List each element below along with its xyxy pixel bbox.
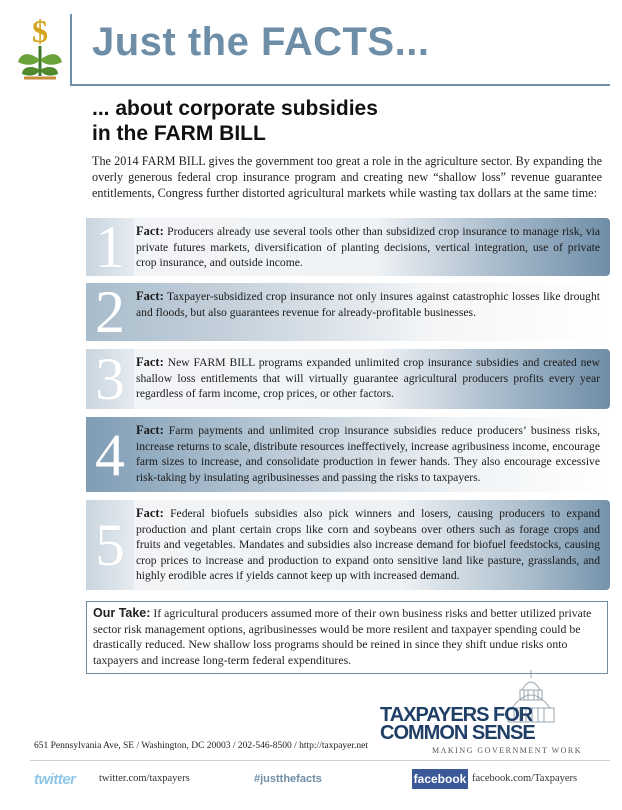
fact-block-1 [86,214,610,280]
our-take-label: Our Take: [93,606,151,620]
header-vertical-divider [70,14,72,86]
dollar-plant-logo-icon [14,14,66,84]
our-take-text: If agricultural producers assumed more of their own business risks and better utilized private sector risk management options, agribusinesses would be more resilent and taxpayer spending could be drastically reduced. New shallow loss programs should be reined in since they shift undue risks onto taxpayers and increase long-term federal expenditures. [93,606,592,667]
fact-text [136,355,600,402]
fact-text [136,224,600,271]
fact-body: New FARM BILL programs expanded unlimited crop insurance subsidies and created new shallow loss entitlements that will virtually guarantee agricultural producers profits every year regardless of farm income, crop prices, or other factors. [136,356,600,401]
fact-block-2 [86,279,610,345]
fact-text [136,289,600,320]
fact-number: 3 [86,349,134,409]
svg-text:$: $ [32,14,48,49]
subtitle-line-2: in the FARM BILL [92,122,266,145]
fact-block-3 [86,346,610,412]
fact-label: Fact: [136,506,164,520]
page-subtitle [92,96,378,146]
fact-body: Taxpayer-subsidized crop insurance not only insures against catastrophic losses like drought and floods, but also guarantees revenue for already-profitable businesses. [136,290,600,319]
fact-number: 5 [86,500,134,590]
our-take-box [86,601,608,674]
page-title: Just the FACTS... [92,20,430,64]
org-tagline: MAKING GOVERNMENT WORK [432,746,583,755]
fact-body: Producers already use several tools other than subsidized crop insurance to manage risk, via private futures markets, diversification of planting decisions, vertical integration, use of private crop insurance, and outside income. [136,225,600,270]
org-name-line-1: TAXPAYERS FOR [380,704,533,726]
hashtag: #justthefacts [254,773,322,785]
org-name-line-2: COMMON SENSE [380,722,535,744]
facebook-icon[interactable]: facebook [412,769,468,789]
twitter-link[interactable]: twitter.com/taxpayers [99,773,190,784]
fact-text [136,506,600,584]
fact-text [136,423,600,485]
org-address: 651 Pennsylvania Ave, SE / Washington, DC 20003 / 202-546-8500 / http://taxpayer.net [34,741,368,751]
fact-body: Farm payments and unlimited crop insurance subsidies reduce producers’ business risks, increase returns to scale, distribute resources ineffectively, increase agribusiness income, encourage farm sizes to increase, and consolidate production in fewer hands. They also encourage excessive risk-taking by insulating agribusinesses and passing the risks to taxpayers. [136,424,600,484]
facebook-link[interactable]: facebook.com/Taxpayers [472,773,578,784]
footer-divider [30,760,610,761]
fact-number: 2 [95,279,125,345]
header-horizontal-divider [70,84,610,86]
fact-label: Fact: [136,423,164,437]
fact-block-4 [86,417,610,492]
fact-label: Fact: [136,355,164,369]
taxpayers-for-common-sense-logo [380,668,606,760]
fact-body: Federal biofuels subsidies also pick winners and losers, causing producers to expand production and plant certain crops like corn and soybeans over others such as forage crops and fruits and vegetables. Mandates and subsidies also increase demand for biofuel feedstocks, causing crop prices to increase and production to expand onto sensitive land like pasture, grasslands, and highly erodible acres if yields cannot keep up with increased demand. [136,507,600,583]
twitter-icon[interactable]: twitter [34,771,76,788]
fact-label: Fact: [136,224,164,238]
fact-block-5 [86,500,610,590]
fact-label: Fact: [136,289,164,303]
fact-number: 4 [95,421,125,488]
subtitle-line-1: ... about corporate subsidies [92,97,378,120]
fact-number: 1 [86,218,134,276]
intro-paragraph: The 2014 FARM BILL gives the government too great a role in the agriculture sector. By expanding the overly generous federal crop insurance program and creating new “shallow loss” revenue guarantee entitlements, Congress further distorted agricultural markets while wasting tax dollars at the same time: [92,154,602,200]
